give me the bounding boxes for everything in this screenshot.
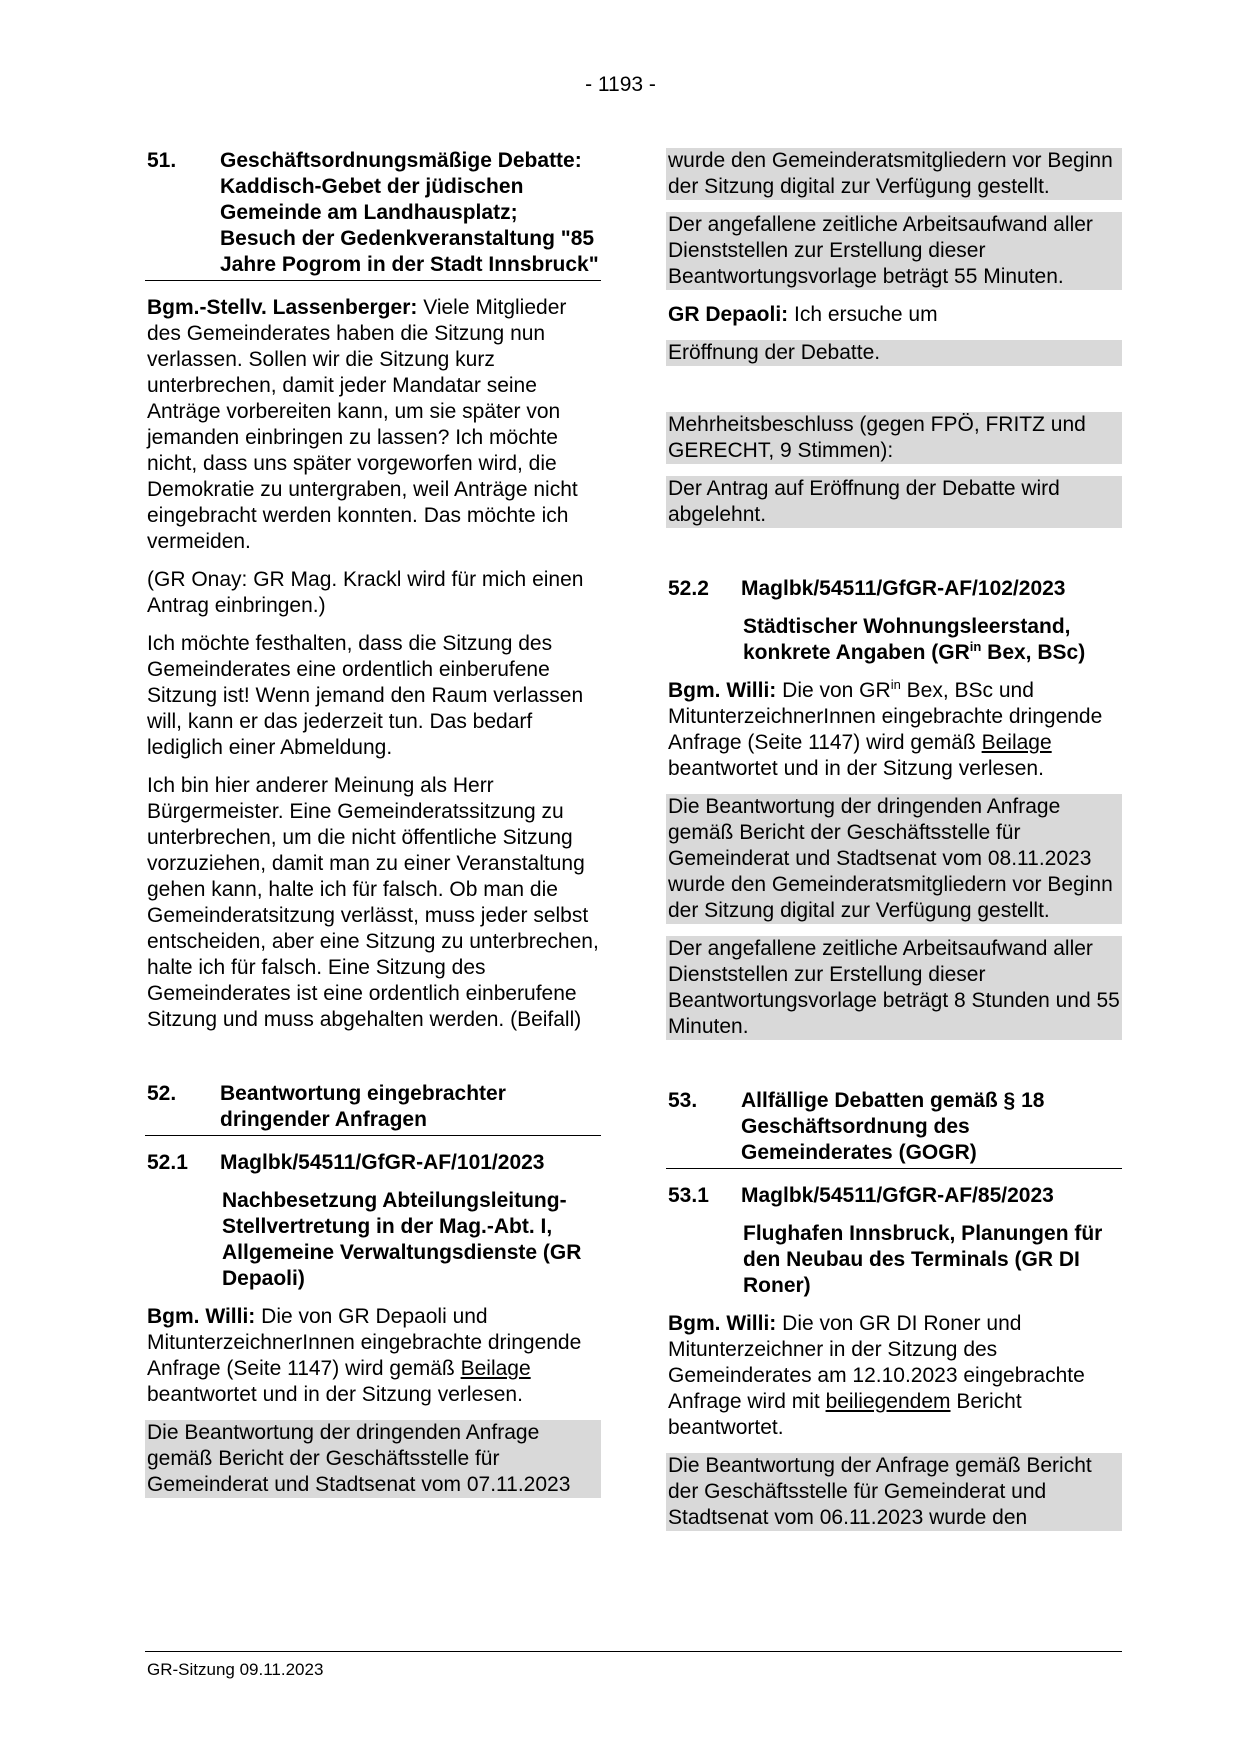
paragraph-text: Viele Mitglieder des Gemeinderates haben die Sitzung nun verlassen. Sollen wir die Sitzung kurz unterbrechen, damit jeder Mandatar seine Anträge vorbereiten kann, um sie später von jemanden einbringen zu lassen? Ich möchte nicht, dass uns später vorgeworfen wird, die Demokratie zu untergraben, weil Anträge nicht eingebracht werden konnten. Das möchte ich vermeiden. (147, 296, 578, 553)
section-53-1-heading (666, 1183, 1122, 1209)
paragraph-willi: Bgm. Willi: Die von GR Depaoli und MitunterzeichnerInnen eingebrachte dringende Anfrage (Seite 1147) wird gemäß Beilage beantwortet und in der Sitzung verlesen. (147, 1305, 582, 1406)
speaker-label: Bgm. Willi: (668, 679, 777, 702)
paragraph-willi: Bgm. Willi: Die von GR DI Roner und Mitunterzeichner in der Sitzung des Gemeinderates am 12.10.2023 eingebrachte Anfrage wird mit beiliegendem Bericht beantwortet. (668, 1312, 1085, 1439)
section-subtitle: Städtischer Wohnungsleerstand, konkrete Angaben ($GR^{in}$ Bex, BSc) (743, 615, 1086, 664)
section-title: Geschäftsordnungsmäßige Debatte: Kaddisch-Gebet der jüdischen Gemeinde am Landhausplatz; Besuch der Gedenkveranstaltung "85 Jahre Pogrom in der Stadt Innsbruck" (220, 149, 599, 276)
shaded-paragraph: Der angefallene zeitliche Arbeitsaufwand aller Dienststellen zur Erstellung dieser Beantwortungsvorlage beträgt 8 Stunden und 55 Minuten. (666, 936, 1122, 1040)
paragraph-depaoli: GR Depaoli: Ich ersuche um (668, 303, 938, 326)
section-number: 53.1 (668, 1184, 709, 1207)
section-number: 52.1 (147, 1151, 188, 1174)
paragraph-willi: Bgm. Willi: Die von $GR^{in}$ Bex, BSc und MitunterzeichnerInnen eingebrachte dringende Anfrage (Seite 1147) wird gemäß Beilage beantwortet und in der Sitzung verlesen. (668, 677, 1103, 780)
section-51-heading (145, 148, 601, 281)
section-title: Maglbk/54511/GfGR-AF/85/2023 (741, 1184, 1054, 1207)
section-53-heading (666, 1088, 1122, 1169)
beiliegendem-link[interactable]: beiliegendem (825, 1390, 951, 1413)
section-number: 52. (147, 1082, 177, 1105)
footer-divider (145, 1651, 1122, 1652)
section-number: 52.2 (668, 577, 709, 600)
shaded-paragraph: Die Beantwortung der Anfrage gemäß Bericht der Geschäftsstelle für Gemeinderat und Stadtsenat vom 06.11.2023 wurde den (666, 1453, 1122, 1531)
shaded-paragraph: Der Antrag auf Eröffnung der Debatte wird abgelehnt. (666, 476, 1122, 528)
section-title: Allfällige Debatten gemäß § 18 Geschäftsordnung des Gemeinderates (GOGR) (741, 1089, 1045, 1164)
speaker-label: Bgm. Willi: (668, 1312, 777, 1335)
beilage-link[interactable]: Beilage (460, 1357, 531, 1380)
speaker-label: Bgm.-Stellv. Lassenberger: (147, 296, 418, 319)
footer-text: GR-Sitzung 09.11.2023 (147, 1660, 324, 1679)
paragraph-interjection: (GR Onay: GR Mag. Krackl wird für mich einen Antrag einbringen.) (147, 568, 584, 617)
speaker-label: GR Depaoli: (668, 303, 789, 326)
section-52-heading (145, 1081, 601, 1136)
right-column (666, 148, 1122, 1543)
beilage-link[interactable]: Beilage (981, 731, 1052, 754)
speaker-label: Bgm. Willi: (147, 1305, 256, 1328)
section-number: 53. (668, 1089, 698, 1112)
section-subtitle: Flughafen Innsbruck, Planungen für den Neubau des Terminals (GR DI Roner) (743, 1222, 1103, 1297)
page-number: - 1193 - (585, 73, 656, 96)
section-title: Beantwortung eingebrachter dringender Anfragen (220, 1082, 506, 1131)
shaded-paragraph: Mehrheitsbeschluss (gegen FPÖ, FRITZ und GERECHT, 9 Stimmen): (666, 412, 1122, 464)
section-52-2-heading (666, 576, 1122, 602)
shaded-paragraph: Die Beantwortung der dringenden Anfrage gemäß Bericht der Geschäftsstelle für Gemeinderat und Stadtsenat vom 07.11.2023 (145, 1420, 601, 1498)
section-title: Maglbk/54511/GfGR-AF/102/2023 (741, 577, 1066, 600)
section-title: Maglbk/54511/GfGR-AF/101/2023 (220, 1151, 545, 1174)
section-number: 51. (147, 149, 177, 172)
paragraph-text: Ich bin hier anderer Meinung als Herr Bürgermeister. Eine Gemeinderatssitzung zu unterbrechen, um die nicht öffentliche Sitzung vorzuziehen, damit man zu einer Veranstaltung gehen kann, halte ich für falsch. Ob man die Gemeinderatsitzung verlässt, muss jeder selbst entscheiden, aber eine Sitzung zu unterbrechen, halte ich für falsch. Eine Sitzung des Gemeinderates ist eine ordentlich einberufene Sitzung und muss abgehalten werden. (Beifall) (147, 774, 599, 1031)
shaded-paragraph: Der angefallene zeitliche Arbeitsaufwand aller Dienststellen zur Erstellung dieser Beantwortungsvorlage beträgt 55 Minuten. (666, 212, 1122, 290)
paragraph-text: Ich möchte festhalten, dass die Sitzung des Gemeinderates eine ordentlich einberufene Sitzung ist! Wenn jemand den Raum verlassen will, kann er das jederzeit tun. Das bedarf lediglich einer Abmeldung. (147, 632, 584, 759)
left-column (145, 148, 601, 1510)
section-subtitle: Nachbesetzung Abteilungsleitung-Stellvertretung in der Mag.-Abt. I, Allgemeine Verwaltungsdienste (GR Depaoli) (222, 1189, 582, 1290)
shaded-paragraph: Die Beantwortung der dringenden Anfrage gemäß Bericht der Geschäftsstelle für Gemeinderat und Stadtsenat vom 08.11.2023 wurde den Gemeinderatsmitgliedern vor Beginn der Sitzung digital zur Verfügung gestellt. (666, 794, 1122, 924)
paragraph-lassenberger (145, 295, 601, 555)
shaded-paragraph: Eröffnung der Debatte. (666, 340, 1122, 366)
section-52-1-heading (145, 1150, 601, 1176)
shaded-paragraph: wurde den Gemeinderatsmitgliedern vor Beginn der Sitzung digital zur Verfügung gestellt. (666, 148, 1122, 200)
